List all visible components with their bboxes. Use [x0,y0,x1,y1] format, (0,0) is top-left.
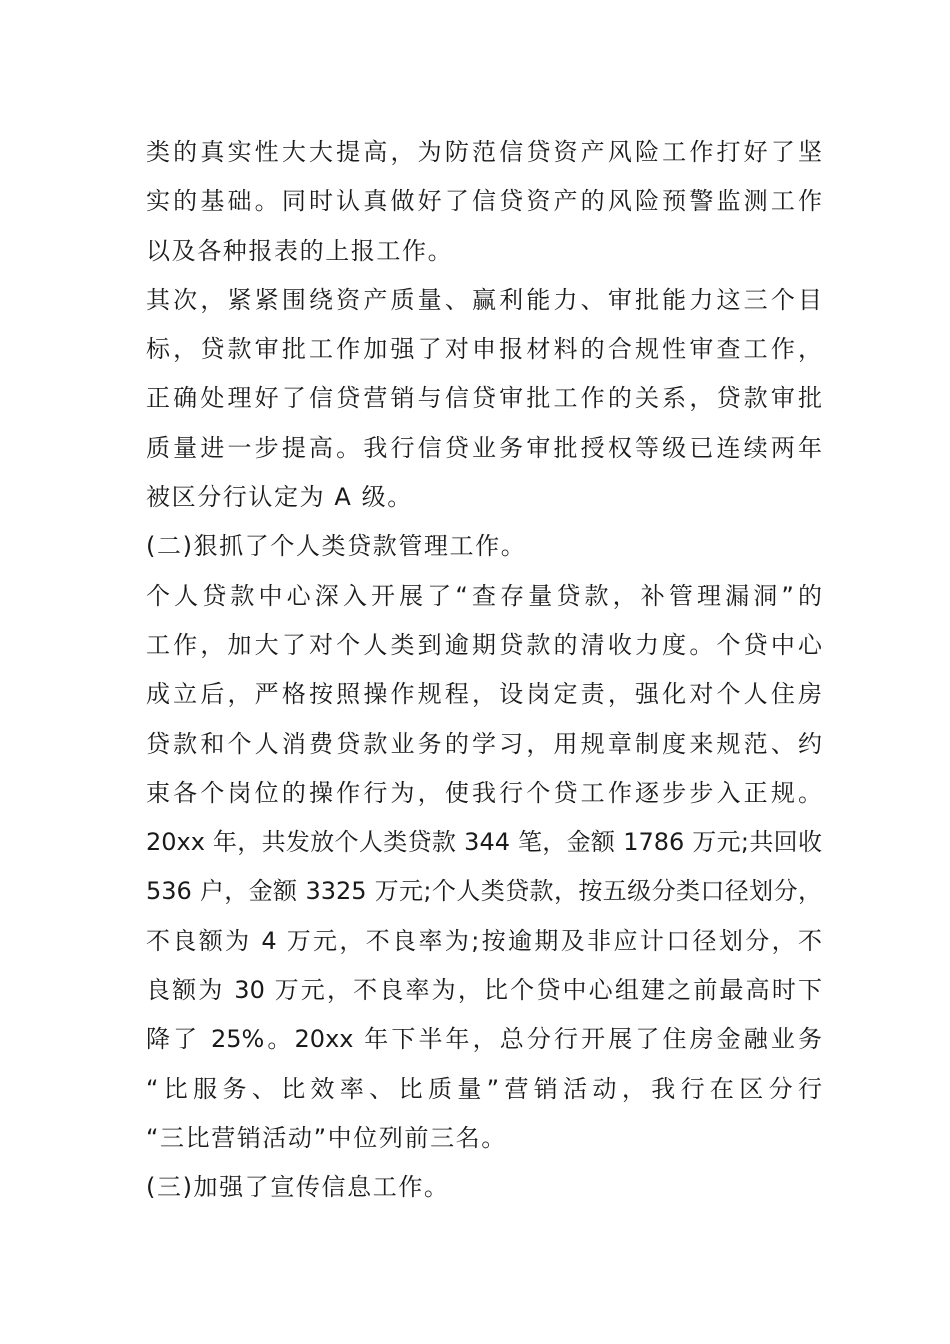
text-line: 其次，紧紧围绕资产质量、赢利能力、审批能力这三个目 [146,285,822,314]
text-line: “比服务、比效率、比质量”营销活动，我行在区分行 [146,1074,822,1103]
text-line: 正确处理好了信贷营销与信贷审批工作的关系，贷款审批 [146,384,822,413]
document-body [146,128,822,1213]
text-line: 贷款和个人消费贷款业务的学习，用规章制度来规范、约 [146,729,822,758]
text-line: 工作，加大了对个人类到逾期贷款的清收力度。个贷中心 [146,630,822,659]
section-heading: (三)加强了宣传信息工作。 [146,1173,450,1202]
section-heading: (二)狠抓了个人类贷款管理工作。 [146,532,527,561]
text-line: 个人贷款中心深入开展了“查存量贷款，补管理漏洞”的 [146,581,822,610]
text-line: 类的真实性大大提高，为防范信贷资产风险工作打好了坚 [146,138,822,166]
text-line: 降了 25%。20xx 年下半年，总分行开展了住房金融业务 [146,1025,822,1054]
text-line: 实的基础。同时认真做好了信贷资产的风险预警监测工作 [146,187,822,216]
text-line: 以及各种报表的上报工作。 [146,236,454,265]
text-line: 质量进一步提高。我行信贷业务审批授权等级已连续两年 [146,433,822,462]
text-line: “三比营销活动”中位列前三名。 [146,1123,507,1152]
text-line: 20xx 年，共发放个人类贷款 344 笔，金额 1786 万元;共回收 [146,828,822,857]
text-line: 成立后，严格按照操作规程，设岗定责，强化对个人住房 [146,680,822,709]
text-line: 标，贷款审批工作加强了对申报材料的合规性审查工作， [146,335,822,364]
text-line: 不良额为 4 万元，不良率为;按逾期及非应计口径划分，不 [146,926,822,955]
text-line: 良额为 30 万元，不良率为，比个贷中心组建之前最高时下 [146,976,822,1005]
text-line: 被区分行认定为 A 级。 [146,483,413,512]
text-line: 536 户，金额 3325 万元;个人类贷款，按五级分类口径划分， [146,877,822,906]
text-line: 束各个岗位的操作行为，使我行个贷工作逐步步入正规。 [146,778,822,807]
